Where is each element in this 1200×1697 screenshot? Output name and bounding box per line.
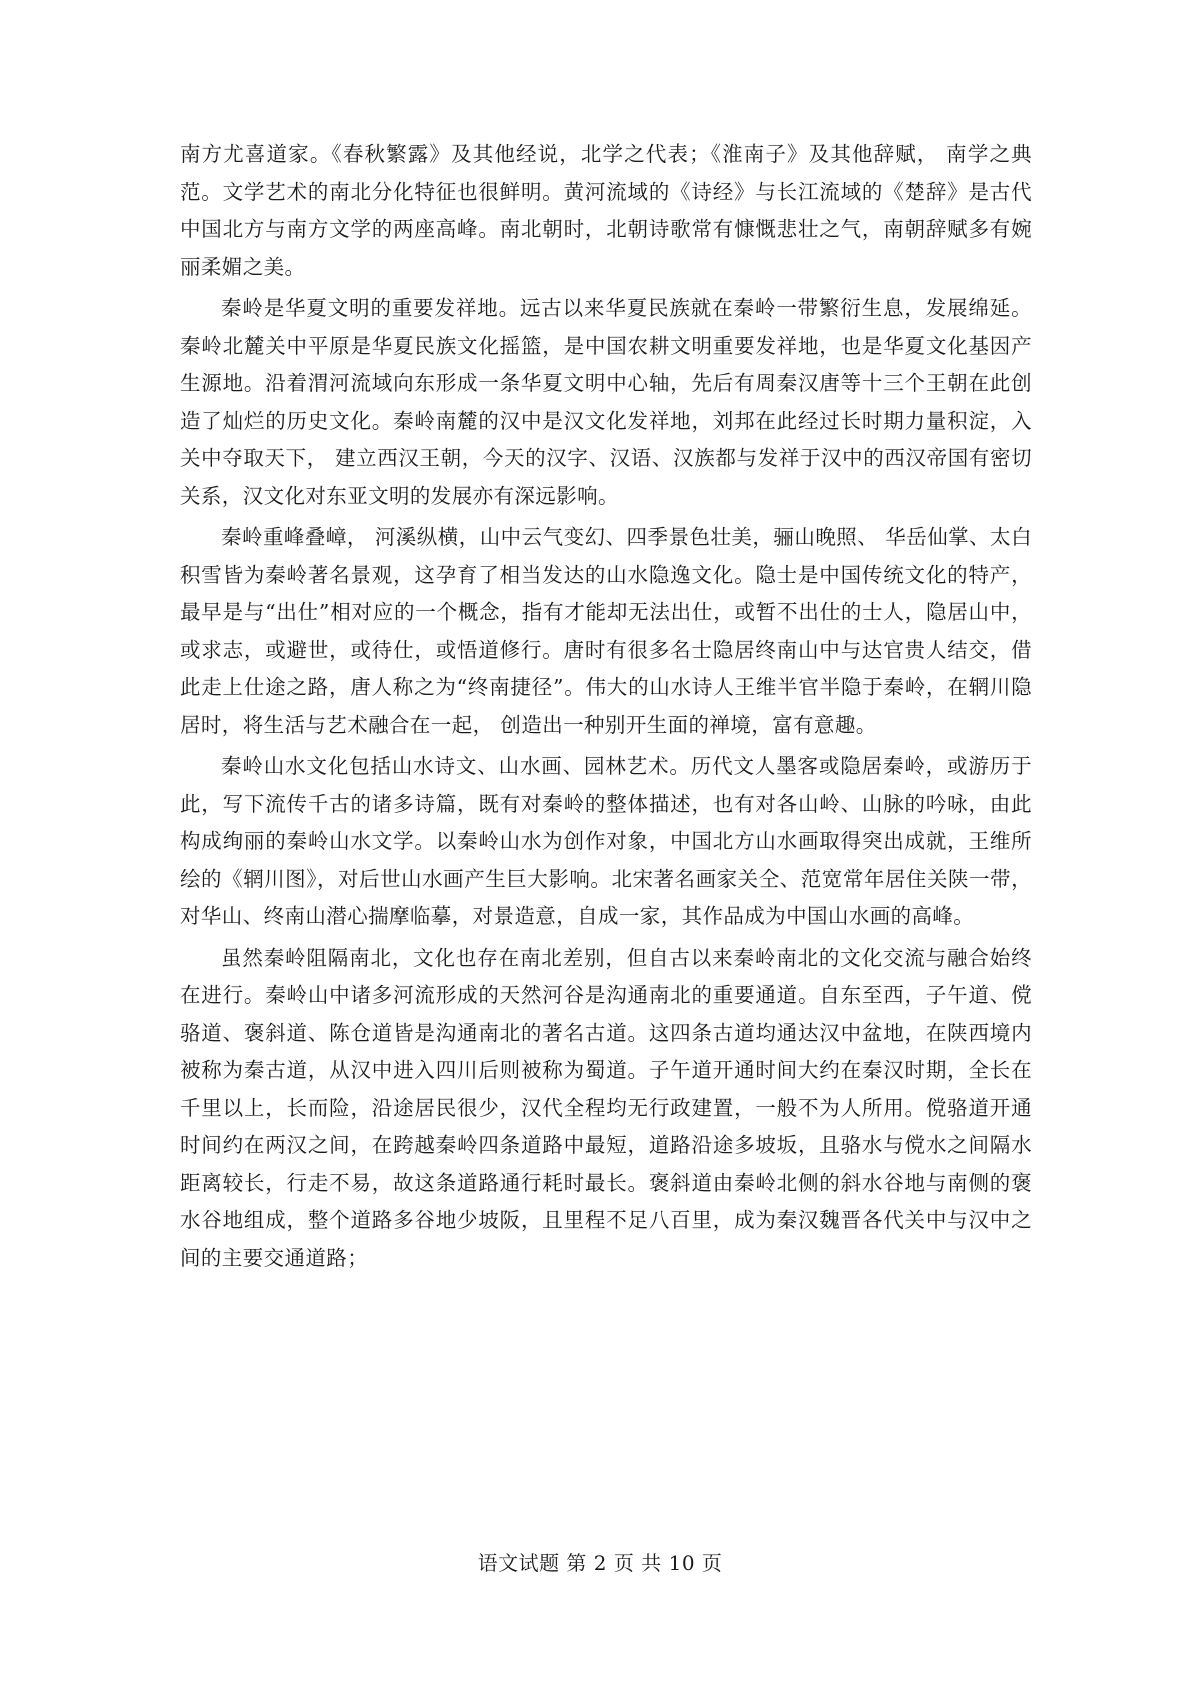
paragraph-2: 秦岭是华夏文明的重要发祥地。远古以来华夏民族就在秦岭一带繁衍生息，发展绵延。秦岭北麓关中平原是华夏民族文化摇篮，是中国农耕文明重要发祥地，也是华夏文化基因产生源地。沿着渭河流域向东形成一条华夏文明中心轴，先后有周秦汉唐等十三个王朝在此创造了灿烂的历史文化。秦岭南麓的汉中是汉文化发祥地，刘邦在此经过长时期力量积淀，入关中夺取天下， 建立西汉王朝，今天的汉字、汉语、汉族都与发祥于汉中的西汉帝国有密切关系，汉文化对东亚文明的发展亦有深远影响。: [180, 296, 1032, 508]
paragraph-1: 南方尤喜道家。《春秋繁露》及其他经说，北学之代表；《淮南子》及其他辞赋， 南学之典范。文学艺术的南北分化特征也很鲜明。黄河流域的《诗经》与长江流域的《楚辞》是古代中国北方与南方文学的两座高峰。南北朝时，北朝诗歌常有慷慨悲壮之气，南朝辞赋多有婉丽柔媚之美。: [180, 142, 1032, 279]
paragraph-3: 秦岭重峰叠嶂， 河溪纵横，山中云气变幻、四季景色壮美，骊山晚照、 华岳仙掌、太白积雪皆为秦岭著名景观，这孕育了相当发达的山水隐逸文化。隐士是中国传统文化的特产，最早是与“出仕”相对应的一个概念，指有才能却无法出仕，或暂不出仕的士人，隐居山中，或求志，或避世，或待仕，或悟道修行。唐时有很多名士隐居终南山中与达官贵人结交，借此走上仕途之路，唐人称之为“终南捷径”。伟大的山水诗人王维半官半隐于秦岭，在辋川隐居时，将生活与艺术融合在一起， 创造出一种别开生面的禅境，富有意趣。: [180, 525, 1032, 737]
document-body: [180, 136, 1032, 1277]
paragraph-4: 秦岭山水文化包括山水诗文、山水画、园林艺术。历代文人墨客或隐居秦岭，或游历于此，写下流传千古的诸多诗篇，既有对秦岭的整体描述，也有对各山岭、山脉的吟咏，由此构成绚丽的秦岭山水文学。以秦岭山水为创作对象，中国北方山水画取得突出成就，王维所绘的《辋川图》，对后世山水画产生巨大影响。北宋著名画家关仝、范宽常年居住关陕一带，对华山、终南山潜心揣摩临摹，对景造意，自成一家，其作品成为中国山水画的高峰。: [180, 754, 1032, 928]
page-footer: 语文试题 第 2 页 共 10 页: [477, 1551, 723, 1575]
paragraph-5: 虽然秦岭阻隔南北，文化也存在南北差别，但自古以来秦岭南北的文化交流与融合始终在进行。秦岭山中诸多河流形成的天然河谷是沟通南北的重要通道。自东至西，子午道、傥骆道、褒斜道、陈仓道皆是沟通南北的著名古道。这四条古道均通达汉中盆地，在陕西境内被称为秦古道，从汉中进入四川后则被称为蜀道。子午道开通时间大约在秦汉时期，全长在千里以上，长而险，沿途居民很少，汉代全程均无行政建置，一般不为人所用。傥骆道开通时间约在两汉之间，在跨越秦岭四条道路中最短，道路沿途多坡坂，且骆水与傥水之间隔水距离较长，行走不易，故这条道路通行耗时最长。褒斜道由秦岭北侧的斜水谷地与南侧的褒水谷地组成，整个道路多谷地少坡阪，且里程不足八百里，成为秦汉魏晋各代关中与汉中之间的主要交通道路；: [180, 945, 1032, 1270]
